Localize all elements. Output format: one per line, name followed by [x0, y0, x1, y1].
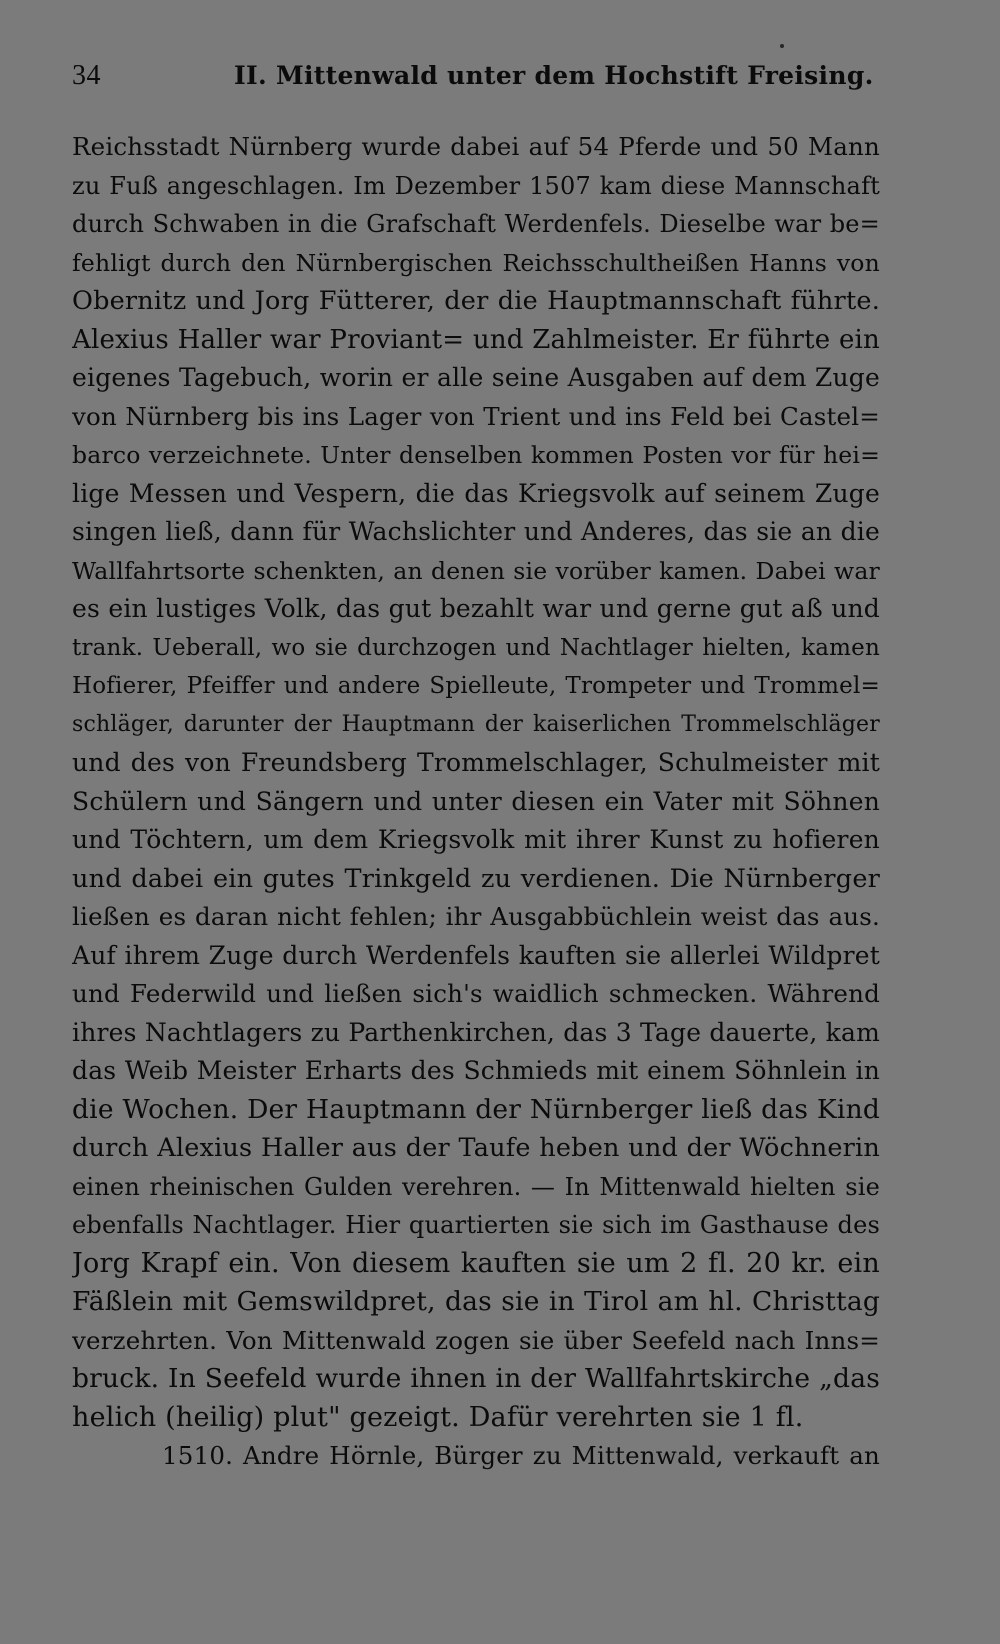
page-number: 34: [72, 60, 101, 91]
text-line: trank. Ueberall, wo sie durchzogen und Nachtlager hielten, kamen: [72, 634, 880, 661]
text-line: Schülern und Sängern und unter diesen ein Vater mit Söhnen: [72, 786, 880, 816]
text-line: von Nürnberg bis ins Lager von Trient und ins Feld bei Castel=: [72, 401, 880, 431]
text-line: lige Messen und Vespern, die das Kriegsvolk auf seinem Zuge: [72, 478, 880, 508]
text-line: Wallfahrtsorte schenkten, an denen sie vorüber kamen. Dabei war: [72, 556, 880, 585]
text-line: Fäßlein mit Gemswildpret, das sie in Tirol am hl. Christtag: [72, 1286, 880, 1317]
text-line: ließen es daran nicht fehlen; ihr Ausgabbüchlein weist das aus.: [72, 902, 880, 931]
text-line: und des von Freundsberg Trommelschlager, Schulmeister mit: [72, 748, 880, 777]
chapter-title: II. Mittenwald unter dem Hochstift Freising.: [234, 61, 874, 90]
ink-speck: [780, 44, 784, 48]
text-line: Reichsstadt Nürnberg wurde dabei auf 54 Pferde und 50 Mann: [72, 132, 880, 161]
text-line: Hofierer, Pfeiffer und andere Spielleute, Trompeter und Trommel=: [72, 673, 880, 699]
text-line-paragraph-start: 1510. Andre Hörnle, Bürger zu Mittenwald, verkauft an: [162, 1441, 880, 1470]
text-line: es ein lustiges Volk, das gut bezahlt war und gerne gut aß und: [72, 594, 880, 623]
text-line: durch Schwaben in die Grafschaft Werdenfels. Dieselbe war be=: [72, 210, 880, 238]
text-line: Obernitz und Jorg Fütterer, der die Hauptmannschaft führte.: [72, 286, 880, 316]
text-line: das Weib Meister Erharts des Schmieds mit einem Söhnlein in: [72, 1056, 880, 1085]
text-line: Alexius Haller war Proviant= und Zahlmeister. Er führte ein: [72, 324, 880, 355]
text-line: und Töchtern, um dem Kriegsvolk mit ihrer Kunst zu hofieren: [72, 825, 880, 854]
text-line: zu Fuß angeschlagen. Im Dezember 1507 kam diese Mannschaft: [72, 171, 880, 200]
text-line: bruck. In Seefeld wurde ihnen in der Wallfahrtskirche „das: [72, 1363, 880, 1394]
text-line: durch Alexius Haller aus der Taufe heben und der Wöchnerin: [72, 1133, 880, 1163]
text-line: schläger, darunter der Hauptmann der kaiserlichen Trommelschläger: [72, 711, 880, 737]
text-line-paragraph-end: helich (heilig) plut" gezeigt. Dafür verehrten sie 1 fl.: [72, 1401, 804, 1433]
running-head: [72, 56, 900, 100]
text-line: barco verzeichnete. Unter denselben kommen Posten vor für hei=: [72, 441, 880, 469]
body-text: [72, 128, 880, 1476]
text-line: ebenfalls Nachtlager. Hier quartierten sie sich im Gasthause des: [72, 1211, 880, 1239]
text-line: singen ließ, dann für Wachslichter und Anderes, das sie an die: [72, 517, 880, 546]
text-line: Jorg Krapf ein. Von diesem kauften sie um 2 fl. 20 kr. ein: [72, 1247, 880, 1279]
text-line: Auf ihrem Zuge durch Werdenfels kauften sie allerlei Wildpret: [72, 940, 880, 970]
text-line: und dabei ein gutes Trinkgeld zu verdienen. Die Nürnberger: [72, 863, 880, 894]
text-line: verzehrten. Von Mittenwald zogen sie über Seefeld nach Inns=: [72, 1325, 880, 1355]
text-line: fehligt durch den Nürnbergischen Reichsschultheißen Hanns von: [72, 248, 880, 277]
text-line: eigenes Tagebuch, worin er alle seine Ausgaben auf dem Zuge: [72, 363, 880, 392]
text-line: und Federwild und ließen sich's waidlich schmecken. Während: [72, 979, 880, 1008]
text-line: einen rheinischen Gulden verehren. — In Mittenwald hielten sie: [72, 1172, 880, 1201]
text-line: ihres Nachtlagers zu Parthenkirchen, das 3 Tage dauerte, kam: [72, 1017, 880, 1047]
text-line: die Wochen. Der Hauptmann der Nürnberger ließ das Kind: [72, 1093, 880, 1125]
